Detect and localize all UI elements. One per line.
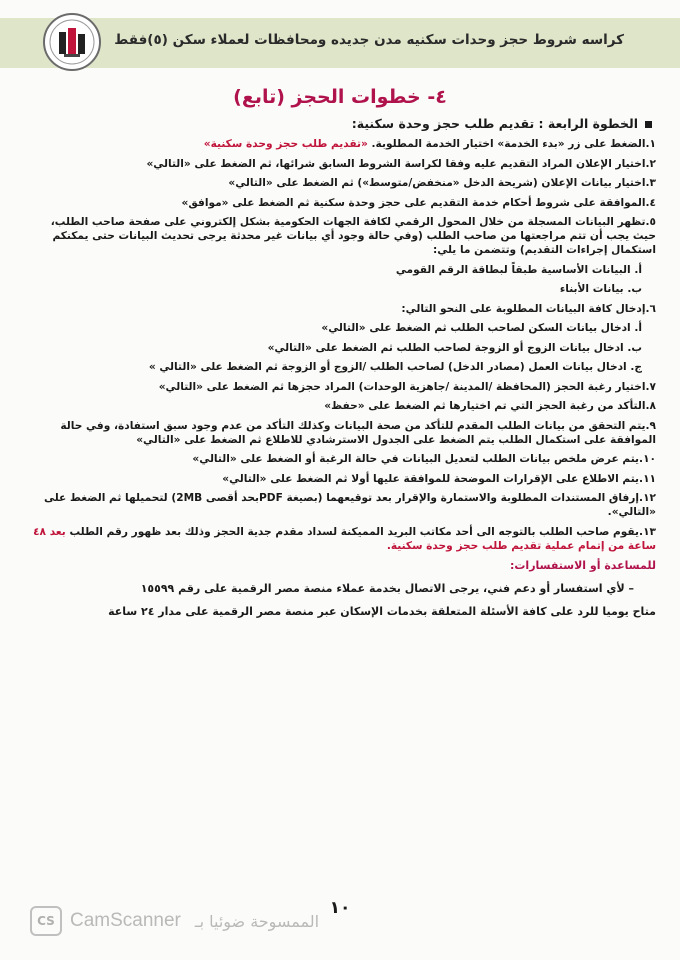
- step-line: [24, 380, 656, 394]
- step-heading: الخطوة الرابعة : تقديم طلب حجز وحدة سكنية:: [24, 116, 656, 131]
- step-line: [24, 360, 656, 374]
- step-line-highlight: «تقديم طلب حجز وحدة سكنية»: [203, 138, 368, 150]
- ministry-seal-icon: [42, 12, 102, 72]
- step-line-text: ب. بيانات الأبناء: [559, 283, 642, 295]
- camscanner-logo-icon: CS: [30, 906, 62, 936]
- step-line-text: ٨.التأكد من رغبة الحجز التي تم اختيارها ثم الضغط على «حفظ»: [324, 400, 656, 412]
- step-line: [24, 399, 656, 413]
- document-body: [24, 116, 656, 618]
- camscanner-watermark: [30, 906, 319, 936]
- step-line-text: ٣.اختيار بيانات الإعلان (شريحة الدخل «منخفض/متوسط») ثم الضغط على «التالي»: [228, 177, 656, 189]
- section-title: ٤- خطوات الحجز (تابع): [233, 86, 447, 108]
- page-header: [0, 18, 680, 68]
- step-line-text: ٤.الموافقة على شروط أحكام خدمة التقديم على حجز وحدة سكنية ثم الضغط على «موافق»: [181, 196, 656, 209]
- step-line: [24, 452, 656, 466]
- header-title: كراسه شروط حجز وحدات سكنيه مدن جديده ومحافظات لعملاء سكن (٥)فقط: [114, 32, 624, 48]
- step-line-text: ٥.تظهر البيانات المسجلة من خلال المحول الرقمي لكافة الجهات الحكومية بشكل إلكتروني على صفحة صاحب الطلب، حيث يجب أن تتم مراجعتها من صاحب الطلب (وفي حالة وجود أي بيانات غير محدثة يرجى تحديث البيانات حتى يمكنكم استكمال إجراءات التقديم) وتتضمن ما يلي:: [50, 216, 656, 256]
- step-line-text: ٦.إدخال كافة البيانات المطلوبة على النحو التالي:: [401, 302, 656, 315]
- watermark-arabic: الممسوحة ضوئيا بـ: [194, 911, 320, 931]
- step-line-text: ٢.اختيار الإعلان المراد التقديم عليه وفقا لكراسة الشروط السابق شرائها، ثم الضغط على «التالي»: [146, 157, 656, 170]
- step-line: [24, 176, 656, 190]
- help-item-availability: متاح يوميا للرد على كافة الأسئلة المتعلقة بخدمات الإسكان عبر منصة مصر الرقمية على مدار ٢٤ ساعة: [108, 604, 656, 618]
- step-line-text: ١١.يتم الاطلاع على الإقرارات الموضحة للموافقة عليها أولا ثم الضغط على «التالي»: [222, 472, 656, 485]
- step-line: [24, 321, 656, 335]
- step-line: [24, 196, 656, 210]
- step-line-text: ١٢.إرفاق المستندات المطلوبة والاستمارة والإقرار بعد توقيعهما (بصيغة PDFبحد أقصى 2MB) لتحميلها ثم الضغط على «التالي».: [44, 492, 656, 518]
- step-line: [24, 137, 656, 151]
- step-line-text: ج. ادخال بيانات العمل (مصادر الدخل) لصاحب الطلب /الزوج أو الزوجة ثم الضغط على «التالي »: [148, 361, 642, 373]
- steps-list: [24, 137, 656, 553]
- step-line: [24, 491, 656, 519]
- step-line-text: ٧.اختيار رغبة الحجز (المحافظة /المدينة /جاهزية الوحدات) المراد حجزها ثم الضغط على «التالي»: [158, 380, 656, 393]
- step-line: [24, 525, 656, 553]
- step-line: [24, 419, 656, 447]
- step-line: [24, 472, 656, 486]
- step-line: [24, 263, 656, 277]
- step-line: [24, 302, 656, 316]
- step-line: [24, 215, 656, 257]
- step-line-text: ب. ادخال بيانات الزوج أو الزوجة لصاحب الطلب ثم الضغط على «التالي»: [267, 341, 642, 354]
- help-heading: للمساعدة أو الاستفسارات:: [509, 558, 656, 572]
- step-line: [24, 341, 656, 355]
- step-line-text: أ. البيانات الأساسية طبقاً لبطاقة الرقم القومي: [395, 263, 642, 276]
- help-item-phone: – لأي استفسار أو دعم فني، يرجى الاتصال بخدمة عملاء منصة مصر الرقمية على رقم ١٥٥٩٩: [140, 581, 634, 595]
- step-line-text: أ. ادخال بيانات السكن لصاحب الطلب ثم الضغط على «التالي»: [321, 322, 642, 334]
- step-line-text: ١٠.يتم عرض ملخص بيانات الطلب لتعديل البيانات في حالة الرغبة أو الضغط على «التالي»: [192, 453, 656, 465]
- page-number: ١٠: [329, 898, 351, 918]
- ministry-logo: [42, 12, 102, 72]
- step-line-text: ١٣.يقوم صاحب الطلب بالتوجه الى أحد مكاتب البريد المميكنة لسداد مقدم جدية الحجز وذلك بعد ظهور رقم الطلب: [65, 525, 656, 538]
- step-line: [24, 282, 656, 296]
- step-line: [24, 157, 656, 171]
- step-line-highlight: بعد ٤٨ ساعة من إتمام عملية تقديم طلب حجز وحدة سكنية.: [33, 525, 656, 552]
- step-line-text: ١.الضغط على زر «بدء الخدمة» اختيار الخدمة المطلوبة.: [367, 138, 656, 150]
- step-line-text: ٩.يتم التحقق من بيانات الطلب المقدم للتأكد من صحة البيانات وكذلك التأكد من عدم وجود سبق استفادة، وفي حالة الموافقة على استكمال الطلب يتم الضغط على الجدول الاسترشادي للاطلاع ثم الضغط على «التالي»: [60, 419, 656, 446]
- watermark-text: CamScanner: [70, 910, 181, 931]
